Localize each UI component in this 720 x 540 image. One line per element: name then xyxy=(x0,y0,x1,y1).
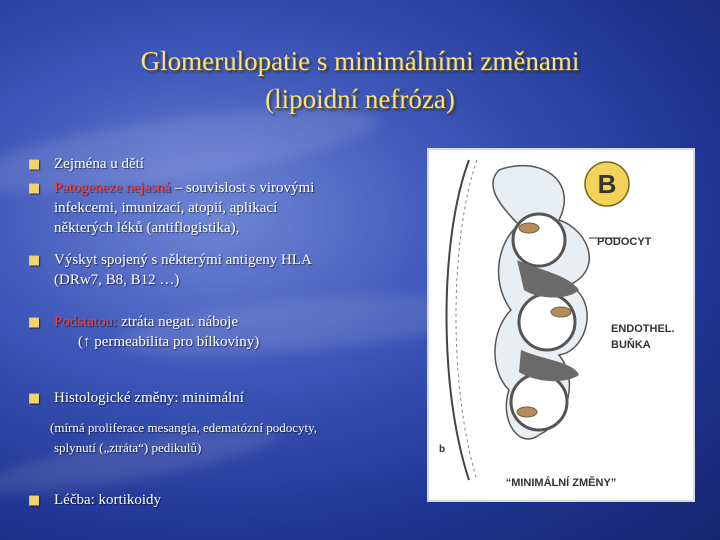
glomerulus-illustration xyxy=(429,150,693,500)
bullet-text xyxy=(54,178,314,238)
bullet-item xyxy=(28,250,312,290)
bullet-text xyxy=(54,250,312,290)
endothelial-cell xyxy=(551,307,571,317)
figure-badge-letter: B xyxy=(597,169,617,199)
slide-title xyxy=(0,42,720,118)
figure-caption: “MINIMÁLNÍ ZMĚNY” xyxy=(505,477,617,489)
capsule-line xyxy=(447,160,470,480)
figure-panel-letter: b xyxy=(439,444,446,455)
sub-text-line: (mírná proliferace mesangia, edematózní podocyty, xyxy=(50,420,317,435)
bullet-marker-icon: ■ xyxy=(28,157,41,172)
bullet-text-part: (DRw7, B8, B12 …) xyxy=(54,272,180,288)
bullet-item xyxy=(28,178,314,238)
bullet-text xyxy=(54,312,259,352)
bullet-marker-icon: ■ xyxy=(28,181,41,196)
label-podocyt: PODOCYT xyxy=(597,236,652,248)
arrow-up-icon: ↑ xyxy=(83,334,91,350)
capillary-loop xyxy=(519,294,575,350)
capsule-line xyxy=(456,160,477,480)
highlight-text: Podstatou: xyxy=(54,314,118,330)
bullet-marker-icon: ■ xyxy=(28,493,41,508)
bullet-marker-icon: ■ xyxy=(28,391,41,406)
bullet-text-part: Výskyt spojený s některými antigeny HLA xyxy=(54,252,312,268)
sub-text xyxy=(50,418,317,458)
bullet-item xyxy=(28,154,144,174)
bullet-text-part: infekcemi, imunizací, atopií, aplikací xyxy=(54,200,278,216)
capillary-loop xyxy=(513,214,565,266)
histology-figure xyxy=(427,148,695,502)
bullet-text: Histologické změny: minimální xyxy=(54,390,244,406)
bullet-text: Zejména u dětí xyxy=(54,156,144,172)
bullet-text-part: některých léků (antiflogistika), xyxy=(54,220,240,236)
title-line-2: (lipoidní nefróza) xyxy=(265,84,455,114)
label-endothel-line-2: BUŇKA xyxy=(611,339,651,351)
bullet-marker-icon: ■ xyxy=(28,253,41,268)
capillary-loop xyxy=(511,374,567,430)
endothelial-cell xyxy=(517,407,537,417)
label-endothel-line-1: ENDOTHEL. xyxy=(611,323,675,335)
bullet-item xyxy=(28,312,259,352)
paren: ( xyxy=(78,334,83,350)
bullet-text-part xyxy=(78,334,259,350)
bullet-item xyxy=(28,490,161,510)
bullet-marker-icon: ■ xyxy=(28,315,41,330)
bullet-text-part: – souvislost s virovými xyxy=(171,180,315,196)
bullet-text: Léčba: kortikoidy xyxy=(54,492,162,508)
highlight-text: Patogeneze nejasná xyxy=(54,180,172,196)
bullet-text-part: permeabilita pro bílkoviny) xyxy=(90,334,260,350)
bullet-item xyxy=(28,388,244,408)
endothelial-cell xyxy=(519,223,539,233)
bullet-text-part: ztráta negat. náboje xyxy=(117,314,239,330)
sub-text-line: splynutí („ztráta“) pedikulů) xyxy=(54,440,202,455)
title-line-1: Glomerulopatie s minimálními změnami xyxy=(140,46,580,76)
